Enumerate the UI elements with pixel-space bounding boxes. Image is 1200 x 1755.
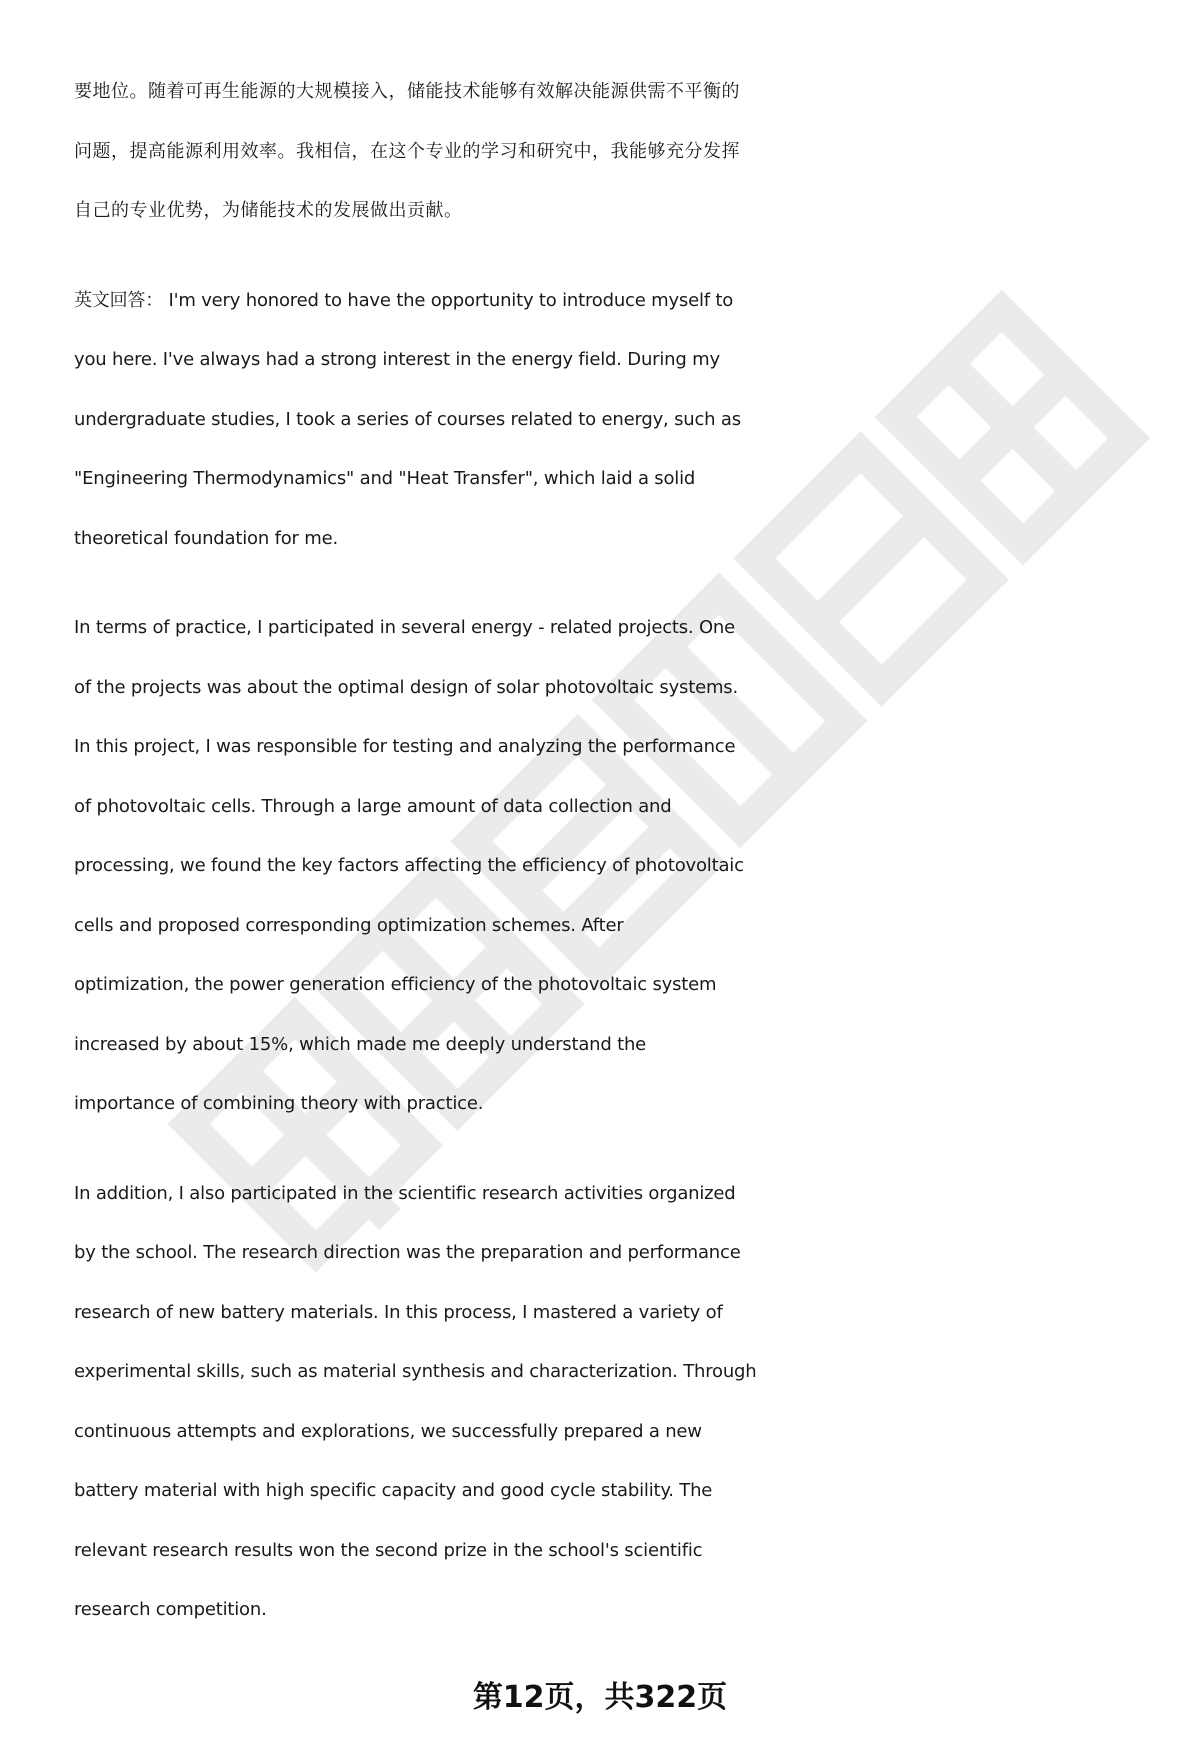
text-line: theoretical foundation for me. <box>74 527 338 549</box>
text-line: you here. I've always had a strong interest in the energy field. During my <box>74 349 720 370</box>
text-line: experimental skills, such as material synthesis and characterization. Through <box>74 1361 757 1382</box>
text-line: 英文回答： I'm very honored to have the opportunity to introduce myself to <box>74 289 734 311</box>
page-number-footer: 第12页，共322页 <box>472 1680 728 1715</box>
text-line: research competition. <box>74 1599 267 1620</box>
text-line: of photovoltaic cells. Through a large amount of data collection and <box>74 795 672 817</box>
text-line: research of new battery materials. In this process, I mastered a variety of <box>74 1301 723 1323</box>
text-line: In this project, I was responsible for testing and analyzing the performance <box>74 736 736 757</box>
paragraph-chinese-continuation <box>74 62 1154 241</box>
text-line: 自己的专业优势，为储能技术的发展做出贡献。 <box>74 200 463 221</box>
text-line: optimization, the power generation efficiency of the photovoltaic system <box>74 974 717 995</box>
text-line: undergraduate studies, I took a series of courses related to energy, such as <box>74 408 741 430</box>
text-line: continuous attempts and explorations, we successfully prepared a new <box>74 1420 702 1442</box>
text-line: 要地位。随着可再生能源的大规模接入，储能技术能够有效解决能源供需不平衡的 <box>74 81 740 102</box>
text-line: In addition, I also participated in the scientific research activities organized <box>74 1182 736 1204</box>
text-line: of the projects was about the optimal design of solar photovoltaic systems. <box>74 676 738 698</box>
text-line: 问题，提高能源利用效率。我相信，在这个专业的学习和研究中，我能够充分发挥 <box>74 140 740 162</box>
text-line: by the school. The research direction was the preparation and performance <box>74 1242 741 1263</box>
paragraph-research-activities <box>74 1164 1154 1640</box>
text-line: importance of combining theory with practice. <box>74 1093 484 1114</box>
text-line: increased by about 15%, which made me deeply understand the <box>74 1033 647 1055</box>
text-line: processing, we found the key factors affecting the efficiency of photovoltaic <box>74 855 744 876</box>
text-line: battery material with high specific capacity and good cycle stability. The <box>74 1480 713 1501</box>
paragraph-practice <box>74 598 1154 1134</box>
document-body <box>74 62 1154 1670</box>
paragraph-english-answer-intro <box>74 271 1154 569</box>
text-line: relevant research results won the second prize in the school's scientific <box>74 1539 703 1561</box>
text-line: In terms of practice, I participated in several energy - related projects. One <box>74 617 736 638</box>
text-line: cells and proposed corresponding optimization schemes. After <box>74 914 624 936</box>
text-line: "Engineering Thermodynamics" and "Heat Transfer", which laid a solid <box>74 468 696 489</box>
